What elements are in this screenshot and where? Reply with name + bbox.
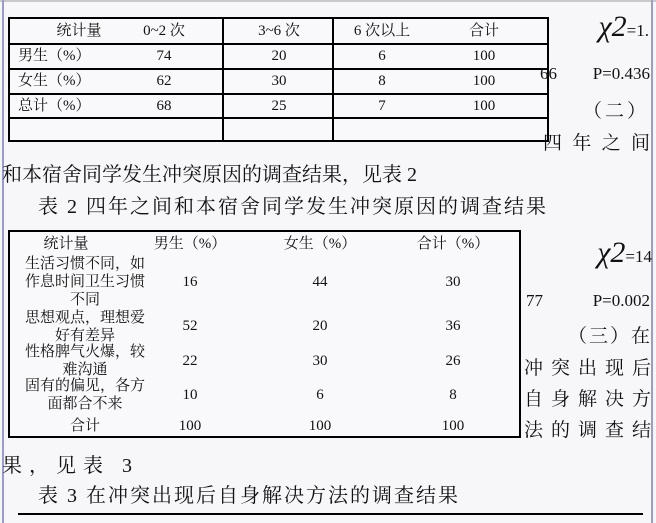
table2-row-label-line: 固有的偏见，各方 [24, 378, 145, 394]
table1-row-label-female: 女生（%） [18, 73, 91, 89]
table2-header-male: 男生（%） [153, 236, 227, 252]
table2-row-label-line: 难沟通 [62, 362, 108, 378]
table1-header-stat: 统计量 [56, 23, 102, 39]
table2-row-label-line: 性格脾气火爆，较 [24, 344, 145, 360]
table2-cell: 36 [445, 318, 461, 334]
table2-row-label-line: 不同 [69, 292, 100, 308]
table1-cell: 30 [271, 73, 287, 89]
table1-header-3-6: 3~6 次 [258, 23, 300, 39]
table2-cell: 30 [312, 353, 328, 369]
table1-row-label-male: 男生（%） [18, 48, 91, 64]
table1-header-total: 合计 [468, 23, 499, 39]
table2-cell: 26 [445, 353, 461, 369]
table2-row-label-line: 思想观点，理想爱 [24, 310, 145, 326]
table3-top-border [18, 513, 643, 515]
table1-rule [10, 117, 547, 119]
chi-symbol: χ2 [597, 236, 626, 269]
table2-row-label-line: 面都合不来 [47, 396, 123, 412]
table3-caption: 表 3 在冲突出现后自身解决方法的调查结果 [38, 485, 460, 507]
table2-conflict-causes [8, 230, 521, 438]
table2-caption: 表 2 四年之间和本宿舍同学发生冲突原因的调查结果 [38, 196, 548, 218]
table1-cell: 6 [378, 48, 386, 64]
table1-cell: 7 [378, 98, 386, 114]
table1-cell: 62 [156, 73, 172, 89]
section-2-heading: （二） [582, 101, 649, 122]
chi-value-part: =1. [626, 21, 649, 40]
paragraph-line: 果，见表 3 [2, 455, 139, 477]
margin-text-line: 冲突出现后 [524, 358, 651, 379]
table1-cell: 100 [472, 98, 496, 114]
table2-header-female: 女生（%） [283, 236, 357, 252]
chi-symbol: χ2 [598, 10, 627, 43]
table1-header-0-2: 0~2 次 [143, 23, 185, 39]
table1-cell: 20 [271, 48, 287, 64]
table1-conflict-frequency [8, 17, 549, 142]
table1-header-6plus: 6 次以上 [353, 23, 411, 39]
table2-cell: 16 [182, 274, 198, 290]
table2-row-label-line: 作息时间卫生习惯 [24, 274, 145, 290]
table1-cell: 100 [472, 48, 496, 64]
table2-header-total: 合计（%） [416, 236, 490, 252]
margin-text-line: 自身解决方 [524, 389, 651, 410]
table2-cell: 52 [182, 318, 198, 334]
table2-row-label-total: 合计 [69, 418, 100, 434]
table1-cell: 68 [156, 98, 172, 114]
paragraph-line: 和本宿舍同学发生冲突原因的调查结果，见表 2 [2, 164, 417, 186]
table1-rule [10, 93, 547, 95]
table1-column-divider [222, 19, 224, 140]
table1-cell: 74 [156, 48, 172, 64]
page-top-edge [0, 0, 656, 2]
table2-row-label-line: 生活习惯不同，如 [24, 256, 145, 272]
table2-cell: 20 [312, 318, 328, 334]
table2-header-stat: 统计量 [43, 236, 89, 252]
table2-row-label-line: 好有差异 [54, 328, 115, 344]
margin-text-line: 法的调查结 [524, 420, 651, 441]
table1-cell: 25 [271, 98, 287, 114]
table2-cell: 44 [312, 274, 328, 290]
chi-square-stat-1 [543, 12, 649, 42]
table2-cell: 6 [316, 387, 324, 403]
table2-cell: 10 [182, 387, 198, 403]
table1-rule [10, 68, 547, 70]
page-left-edge [2, 0, 4, 523]
table1-cell: 100 [472, 73, 496, 89]
table2-cell: 100 [441, 418, 465, 434]
table1-row-label-total: 总计（%） [18, 98, 91, 114]
p-value-line-2: 77 P=0.002 [526, 291, 650, 310]
table2-cell: 100 [178, 418, 202, 434]
table2-cell: 100 [308, 418, 332, 434]
p-value-line-1: 66 P=0.436 [540, 64, 650, 83]
margin-text-line: 四年之间 [543, 133, 650, 154]
table1-cell: 8 [378, 73, 386, 89]
table2-cell: 30 [445, 274, 461, 290]
table2-cell: 8 [449, 387, 457, 403]
chi-square-stat-2 [528, 238, 652, 268]
table1-rule [10, 43, 547, 45]
table2-cell: 22 [182, 353, 198, 369]
chi-value-part: =14 [625, 247, 652, 266]
section-3-heading: （三）在 [567, 326, 652, 347]
